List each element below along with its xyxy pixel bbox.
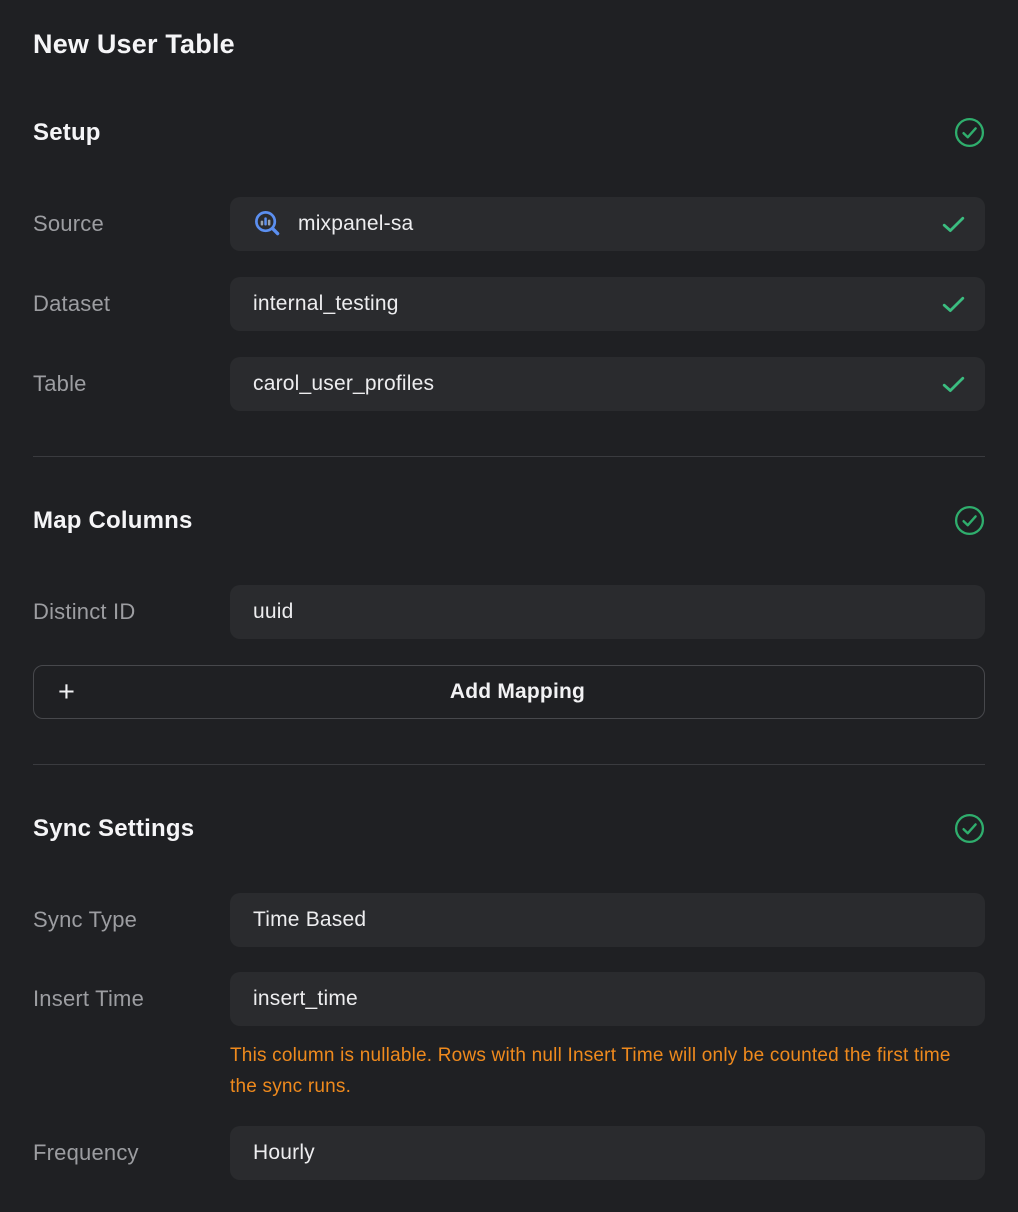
insert-time-row [33, 972, 985, 1026]
frequency-row [33, 1126, 985, 1180]
dataset-label: Dataset [33, 291, 111, 316]
page-title: New User Table [33, 29, 235, 59]
sync-type-label: Sync Type [33, 907, 138, 932]
table-value: carol_user_profiles [253, 372, 435, 395]
sync-type-value: Time Based [253, 908, 367, 931]
add-mapping-button[interactable] [33, 665, 985, 719]
source-valid-check-icon [942, 216, 965, 233]
frequency-label: Frequency [33, 1140, 139, 1165]
insert-time-nullable-warning: This column is nullable. Rows with null Insert Time will only be counted the first time the sync runs. [230, 1045, 951, 1097]
map-columns-section-header [33, 505, 985, 536]
frequency-select[interactable] [230, 1126, 985, 1180]
sync-type-row [33, 893, 985, 947]
dataset-value: internal_testing [253, 292, 399, 315]
table-row [33, 357, 985, 411]
table-valid-check-icon [942, 376, 965, 393]
distinct-id-value: uuid [253, 600, 294, 623]
dataset-row [33, 277, 985, 331]
setup-section-heading: Setup [33, 118, 101, 146]
sync-type-select[interactable] [230, 893, 985, 947]
sync-settings-complete-check-circle-icon [954, 813, 985, 844]
setup-complete-check-circle-icon [954, 117, 985, 148]
add-mapping-label: Add Mapping [449, 680, 586, 703]
distinct-id-label: Distinct ID [33, 599, 136, 624]
distinct-id-select[interactable] [230, 585, 985, 639]
table-select[interactable] [230, 357, 985, 411]
insert-time-label: Insert Time [33, 986, 145, 1011]
map-columns-complete-check-circle-icon [954, 505, 985, 536]
source-label: Source [33, 211, 104, 236]
sync-settings-section-heading: Sync Settings [33, 814, 195, 842]
bigquery-source-icon [253, 209, 283, 239]
frequency-value: Hourly [253, 1141, 315, 1164]
dataset-select[interactable] [230, 277, 985, 331]
source-select[interactable] [230, 197, 985, 251]
plus-icon: + [58, 675, 75, 708]
section-divider [33, 764, 985, 765]
setup-section-header [33, 117, 985, 148]
source-row [33, 197, 985, 251]
insert-time-select[interactable] [230, 972, 985, 1026]
source-value: mixpanel-sa [298, 212, 414, 235]
section-divider [33, 456, 985, 457]
map-columns-section-heading: Map Columns [33, 506, 193, 534]
table-label: Table [33, 371, 87, 396]
dataset-valid-check-icon [942, 296, 965, 313]
insert-time-value: insert_time [253, 987, 358, 1010]
sync-settings-section-header [33, 813, 985, 844]
distinct-id-row [33, 585, 985, 639]
